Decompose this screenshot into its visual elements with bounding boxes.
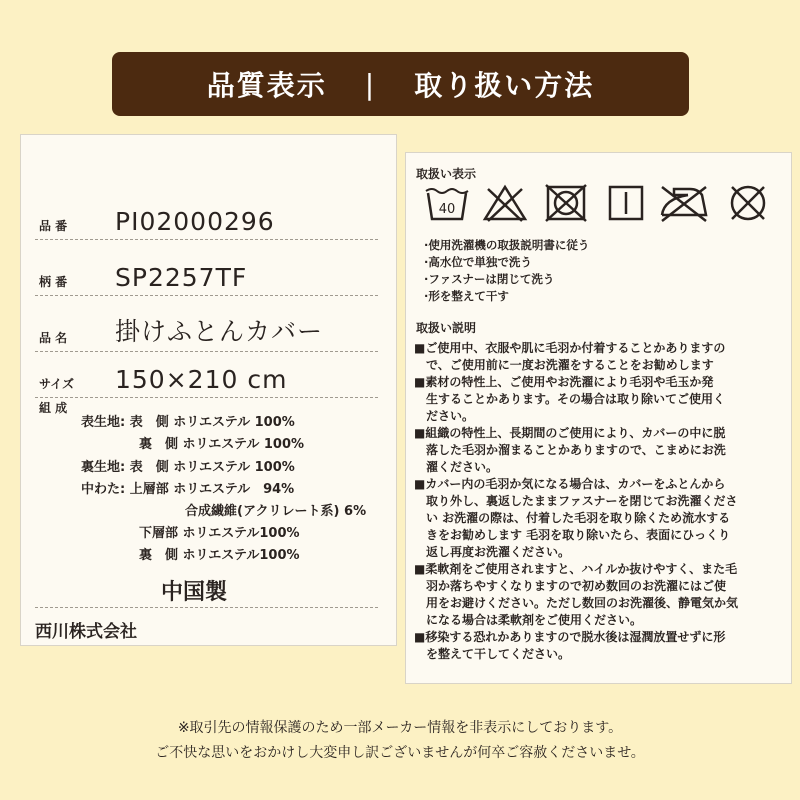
explanation-line: 返し再度お洗濯ください。 [426,545,571,559]
composition-line: 中わた: 上層部 ホリエステル 94% [81,482,295,497]
no-dry-clean-icon [726,183,770,223]
explanation-line: 羽か落ちやすくなりますので初め数回のお洗濯にはご使 [426,579,727,593]
care-note: ·形を整えて干す [424,289,509,303]
header-bar [112,52,689,116]
size-key: サイズ [39,377,75,391]
care-label-tag [405,152,792,684]
quality-label-tag [20,134,397,646]
explanation-line: 生することかあります。その場合は取り除いてご使用く [426,392,726,406]
header-quality-label: 品質表示 [206,69,327,102]
no-bleach-icon [482,183,528,223]
footer-notice-line1: ※取引先の情報保護のため一部メーカー情報を非表示にしております。 [177,720,623,736]
composition-line: 裏 側 ホリエステル 100% [139,437,305,452]
explanation-line: ■ご使用中、衣服や肌に毛羽か付着することかありますの [414,341,726,355]
care-note: ·ファスナーは閉じて洗う [424,272,555,286]
care-symbols-title: 取扱い表示 [416,167,477,181]
pattern-number-row [35,255,378,296]
no-tumble-dry-icon [544,183,588,223]
explanation-line: い お洗濯の際は、付着した毛羽を取り除くため流水する [426,511,731,525]
care-explanation-title: 取扱い説明 [416,321,477,335]
care-note: ·使用洗濯機の取扱説明書に従う [424,238,590,252]
explanation-line: 濯ください。 [426,460,499,474]
wash-40-icon [422,183,472,223]
header-separator: | [364,67,377,101]
explanation-line: ■素材の特性上、ご使用やお洗濯により毛羽や毛玉か発 [414,375,714,389]
composition-title: 組 成 [39,401,68,415]
country-of-origin: 中国製 [161,580,228,605]
product-name-row [35,311,378,352]
pattern-number-value: SP2257TF [115,263,248,292]
footer-notice-line2: ご不快な思いをおかけし大変申し訳ございませんが何卒ご容赦くださいませ。 [155,745,645,761]
product-number-value: PI02000296 [115,207,275,236]
composition-line: 表生地: 表 側 ホリエステル 100% [81,415,295,430]
explanation-line: になる場合は柔軟剤をご使用ください。 [426,613,643,627]
explanation-line: で、ご使用前に一度お洗濯をすることをお勧めします [426,358,714,372]
explanation-line: きをお勧めします 毛羽を取り除いたら、表面にひっくり [426,528,731,542]
explanation-line: 取り外し、裏返したままファスナーを閉じてお洗濯くださ [426,494,738,508]
explanation-line: ■組織の特性上、長期間のご使用により、カバーの中に脱 [414,426,726,440]
divider [35,607,378,608]
header-care-label: 取り扱い方法 [414,69,595,102]
product-number-row [35,199,378,240]
size-value: 150×210 cm [115,365,288,394]
product-number-key: 品 番 [39,219,68,233]
no-iron-icon [658,183,710,223]
product-name-value: 掛けふとんカバー [115,317,324,346]
composition-line: 下層部 ホリエステル100% [139,526,300,541]
line-dry-icon [606,183,646,223]
product-name-key: 品 名 [39,331,68,345]
explanation-line: ■柔軟剤をご使用されますと、ハイルか抜けやすく、また毛 [414,562,738,576]
explanation-line: を整えて干してください。 [426,647,571,661]
wash-temperature: 40 [438,202,456,217]
manufacturer-name: 西川株式会社 [35,622,137,642]
composition-line: 裏生地: 表 側 ホリエステル 100% [81,460,295,475]
explanation-line: ださい。 [426,409,475,423]
composition-line: 裏 側 ホリエステル100% [139,548,300,563]
care-note: ·高水位で単独で洗う [424,255,532,269]
composition-line: 合成繊維(アクリレート系) 6% [185,504,367,519]
explanation-line: ■カバー内の毛羽か気になる場合は、カバーをふとんから [414,477,726,491]
explanation-line: 用をお避けください。ただし数回のお洗濯後、静電気か気 [426,596,739,610]
explanation-line: 落した毛羽か溜まることかありますので、こまめにお洗 [426,443,726,457]
care-symbols-row [422,183,772,233]
pattern-number-key: 柄 番 [39,275,68,289]
size-row [35,357,378,398]
explanation-line: ■移染する恐れかありますので脱水後は湿潤放置せずに形 [414,630,726,644]
